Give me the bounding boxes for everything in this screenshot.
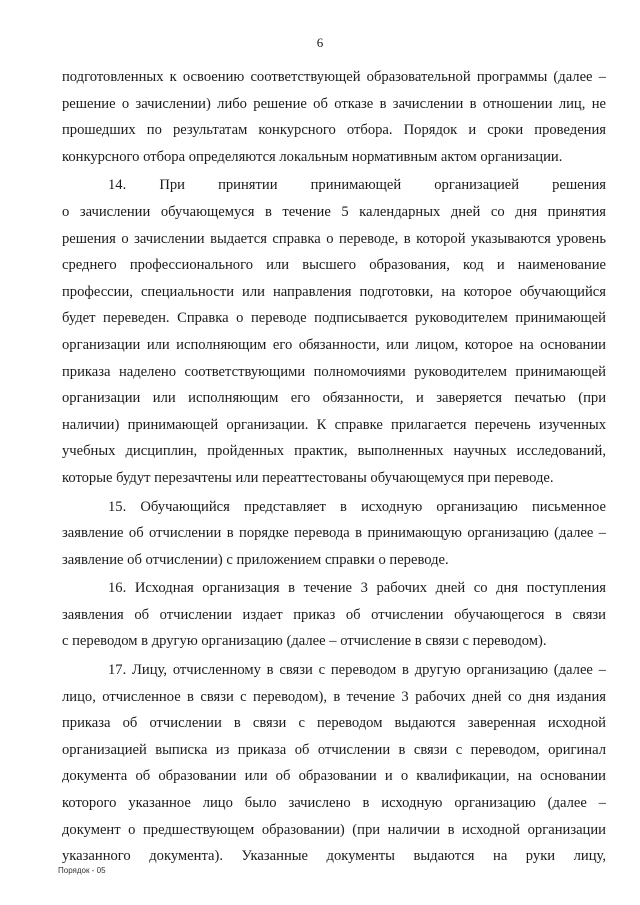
text-line: организацией выписка из приказа об отчислении в связи с переводом, оригинал bbox=[62, 741, 606, 758]
text-line: среднего профессионального или высшего образования, код и наименование bbox=[62, 257, 606, 274]
text-line: которые будут перезачтены или переаттестованы обучающемуся при переводе. bbox=[62, 469, 554, 486]
text-line: 14. При принятии принимающей организацией решения bbox=[108, 177, 606, 194]
text-line: приказа наделено соответствующими полномочиями руководителем принимающей bbox=[62, 363, 606, 380]
text-line: 15. Обучающийся представляет в исходную организацию письменное bbox=[108, 498, 606, 515]
text-line: с переводом в другую организацию (далее – отчисление в связи с переводом). bbox=[62, 633, 547, 650]
text-line: лицо, отчисленное в связи с переводом), в течение 3 рабочих дней со дня издания bbox=[62, 688, 606, 705]
text-line: организации или исполняющим его обязанности, и заверяется печатью (при bbox=[62, 390, 606, 407]
text-line: приказа об отчислении в связи с переводом выдаются заверенная исходной bbox=[62, 715, 606, 732]
text-line: профессии, специальности или направления подготовки, на которое обучающийся bbox=[62, 283, 606, 300]
paragraph-16 bbox=[62, 575, 606, 655]
page-number: 6 bbox=[316, 35, 324, 50]
text-line: 17. Лицу, отчисленному в связи с переводом в другую организацию (далее – bbox=[108, 662, 606, 679]
text-line: прошедших по результатам конкурсного отбора. Порядок и сроки проведения bbox=[62, 122, 606, 139]
text-line: заявление об отчислении в порядке перевода в принимающую организацию (далее – bbox=[62, 525, 606, 542]
text-line: подготовленных к освоению соответствующей образовательной программы (далее – bbox=[62, 69, 606, 85]
page-footer: Порядок - 05 bbox=[58, 866, 106, 875]
text-line: наличии) принимающей организации. К справке прилагается перечень изученных bbox=[62, 416, 606, 433]
text-line: организации или исполняющим его обязанности, или лицом, которое на основании bbox=[62, 336, 606, 353]
text-line: решения о зачислении выдается справка о переводе, в которой указываются уровень bbox=[62, 230, 606, 247]
document-body bbox=[62, 64, 606, 870]
text-line: указанного документа). Указанные документы выдаются на руки лицу, bbox=[62, 848, 606, 865]
paragraph-15 bbox=[62, 494, 606, 574]
text-line: решение о зачислении) либо решение об отказе в зачислении в отношении лиц, не bbox=[62, 95, 606, 112]
text-line: заявления об отчислении издает приказ об отчислении обучающегося в связи bbox=[62, 606, 606, 623]
text-line: учебных дисциплин, пройденных практик, выполненных научных исследований, bbox=[62, 443, 606, 460]
paragraph-14 bbox=[62, 172, 606, 491]
text-line: документ о предшествующем образовании) (при наличии в исходной организации bbox=[62, 821, 606, 838]
paragraph-13-continuation bbox=[62, 64, 606, 170]
text-line: документа об образовании или об образовании и о квалификации, на основании bbox=[62, 768, 606, 785]
text-line: заявление об отчислении) с приложением справки о переводе. bbox=[62, 551, 449, 568]
text-line: будет переведен. Справка о переводе подписывается руководителем принимающей bbox=[62, 310, 606, 327]
paragraph-17 bbox=[62, 657, 606, 870]
text-line: 16. Исходная организация в течение 3 рабочих дней со дня поступления bbox=[108, 580, 606, 597]
text-line: которого указанное лицо было зачислено в исходную организацию (далее – bbox=[62, 795, 606, 812]
text-line: о зачислении обучающемуся в течение 5 календарных дней со дня принятия bbox=[62, 203, 606, 220]
text-line: конкурсного отбора определяются локальным нормативным актом организации. bbox=[62, 148, 563, 165]
